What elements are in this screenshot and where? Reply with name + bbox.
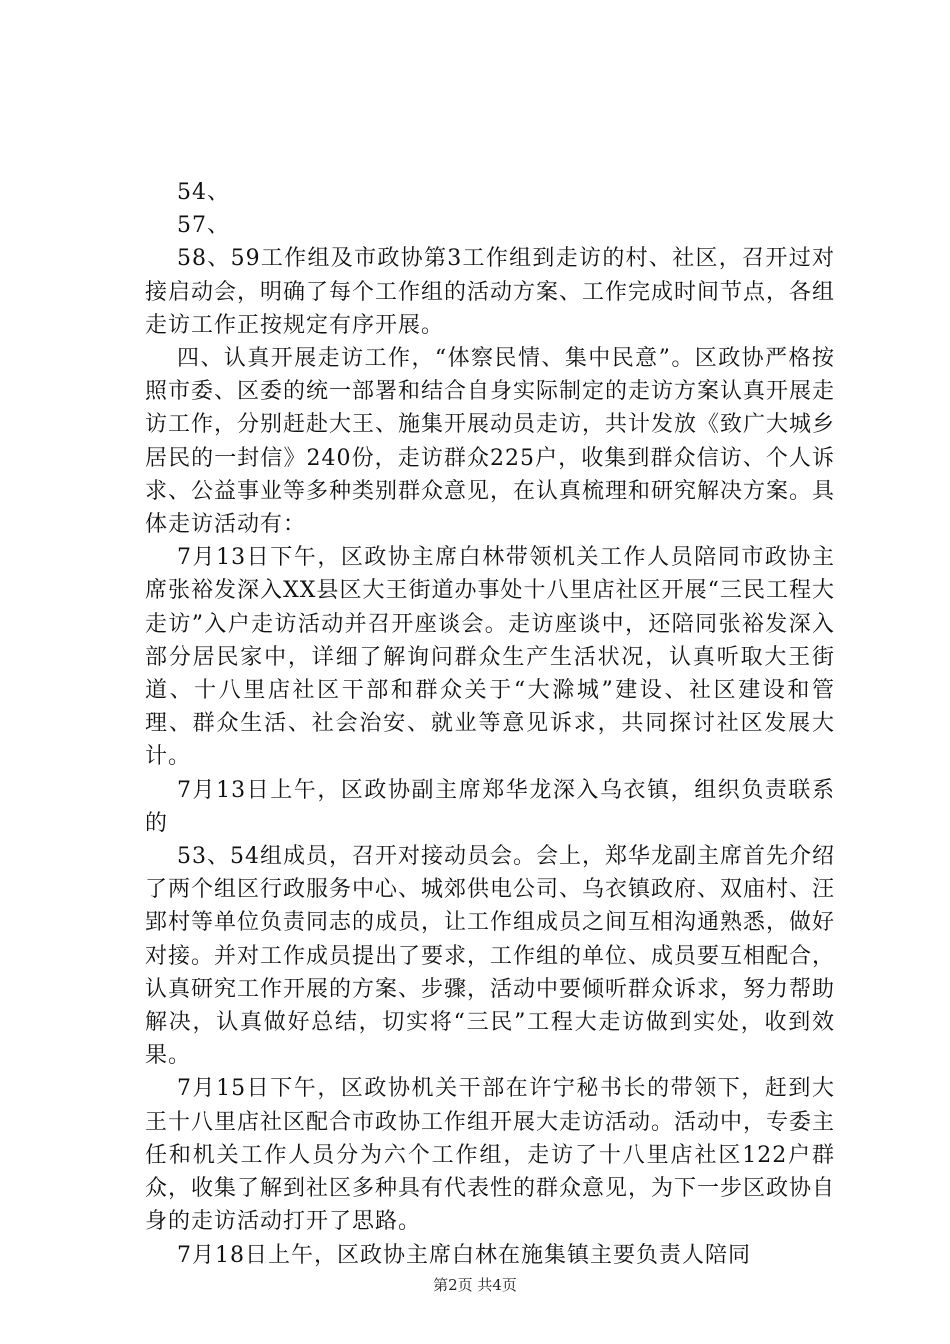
paragraph-july-18-morning: 7月18日上午，区政协主席白林在施集镇主要负责人陪同	[177, 1242, 751, 1268]
paragraph-july-15-afternoon: 7月15日下午，区政协机关干部在许宁秘书长的带领下，赶到大王十八里店社区配合市政协工作组开展大走访活动。活动中，专委主任和机关工作人员分为六个工作组，走访了十八里店社区122户群众，收集了解到社区多种具有代表性的群众意见，为下一步区政协自身的走访活动打开了思路。	[145, 1076, 836, 1235]
paragraph-section-four: 四、认真开展走访工作，“体察民情、集中民意”。区政协严格按照市委、区委的统一部署和结合自身实际制定的走访方案认真开展走访工作，分别赶赴大王、施集开展动员走访，共计发放《致广大城乡居民的一封信》240份，走访群众225户，收集到群众信访、个人诉求、公益事业等多种类别群众意见，在认真梳理和研究解决方案。具体走访活动有：	[145, 346, 836, 538]
paragraph-groups-53-54: 53、54组成员，召开对接动员会。会上，郑华龙副主席首先介绍了两个组区行政服务中心、城郊供电公司、乌衣镇政府、双庙村、汪郢村等单位负责同志的成员，让工作组成员之间互相沟通熟悉，做好对接。并对工作成员提出了要求，工作组的单位、成员要互相配合，认真研究工作开展的方案、步骤，活动中要倾听群众诉求，努力帮助解决，认真做好总结，切实将“三民”工程大走访做到实处，收到效果。	[145, 844, 836, 1069]
paragraph-group-54: 54、	[177, 180, 230, 205]
page-number-footer: 第2页 共4页	[433, 1276, 517, 1294]
paragraph-kickoff-meetings: 58、59工作组及市政协第3工作组到走访的村、社区，召开过对接启动会，明确了每个工作组的活动方案、工作完成时间节点，各组走访工作正按规定有序开展。	[145, 246, 836, 338]
paragraph-group-57: 57、	[177, 213, 230, 239]
paragraph-july-13-morning: 7月13日上午，区政协副主席郑华龙深入乌衣镇，组织负责联系的	[145, 777, 835, 836]
paragraph-july-13-afternoon: 7月13日下午，区政协主席白林带领机关工作人员陪同市政协主席张裕发深入XX县区大王街道办事处十八里店社区开展“三民工程大走访”入户走访活动并召开座谈会。走访座谈中，还陪同张裕发深入部分居民家中，详细了解询问群众生产生活状况，认真听取大王街道、十八里店社区干部和群众关于“大滁城”建设、社区建设和管理、群众生活、社会治安、就业等意见诉求，共同探讨社区发展大计。	[145, 545, 835, 770]
document-body	[145, 176, 835, 1272]
